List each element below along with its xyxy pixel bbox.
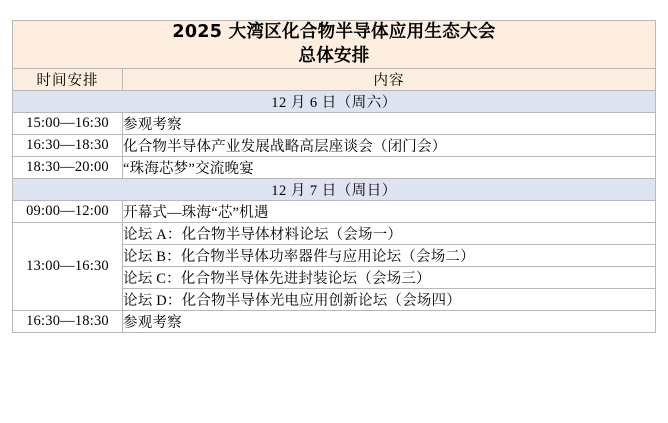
row-content: “珠海芯梦”交流晚宴 [123,157,656,179]
row-content: 论坛 D：化合物半导体光电应用创新论坛（会场四） [123,289,656,311]
column-header-time: 时间安排 [13,69,123,91]
row-time: 13:00—16:30 [13,223,123,311]
title-row [13,21,656,69]
row-content: 参观考察 [123,311,656,333]
title-main: 2025 大湾区化合物半导体应用生态大会 [172,22,496,42]
table-header-row [13,69,656,91]
row-content: 论坛 A：化合物半导体材料论坛（会场一） [123,223,656,245]
row-time: 16:30—18:30 [13,311,123,333]
row-time: 18:30—20:00 [13,157,123,179]
row-time: 16:30—18:30 [13,135,123,157]
row-content: 开幕式—珠海“芯”机遇 [123,201,656,223]
table-row [13,135,656,157]
row-time: 15:00—16:30 [13,113,123,135]
table-row [13,201,656,223]
table-row [13,223,656,245]
row-content: 化合物半导体产业发展战略高层座谈会（闭门会） [123,135,656,157]
schedule-table [12,20,656,333]
row-time: 09:00—12:00 [13,201,123,223]
day-separator-row [13,179,656,201]
day-label-day1: 12 月 6 日（周六） [13,91,656,113]
table-row [13,157,656,179]
title-sub: 总体安排 [298,45,370,66]
row-content: 论坛 C：化合物半导体先进封装论坛（会场三） [123,267,656,289]
table-row [13,311,656,333]
table-row [13,113,656,135]
day-label-day2: 12 月 7 日（周日） [13,179,656,201]
document-title-cell [13,21,656,69]
row-content: 论坛 B：化合物半导体功率器件与应用论坛（会场二） [123,245,656,267]
day-separator-row [13,91,656,113]
row-content: 参观考察 [123,113,656,135]
column-header-content: 内容 [123,69,656,91]
